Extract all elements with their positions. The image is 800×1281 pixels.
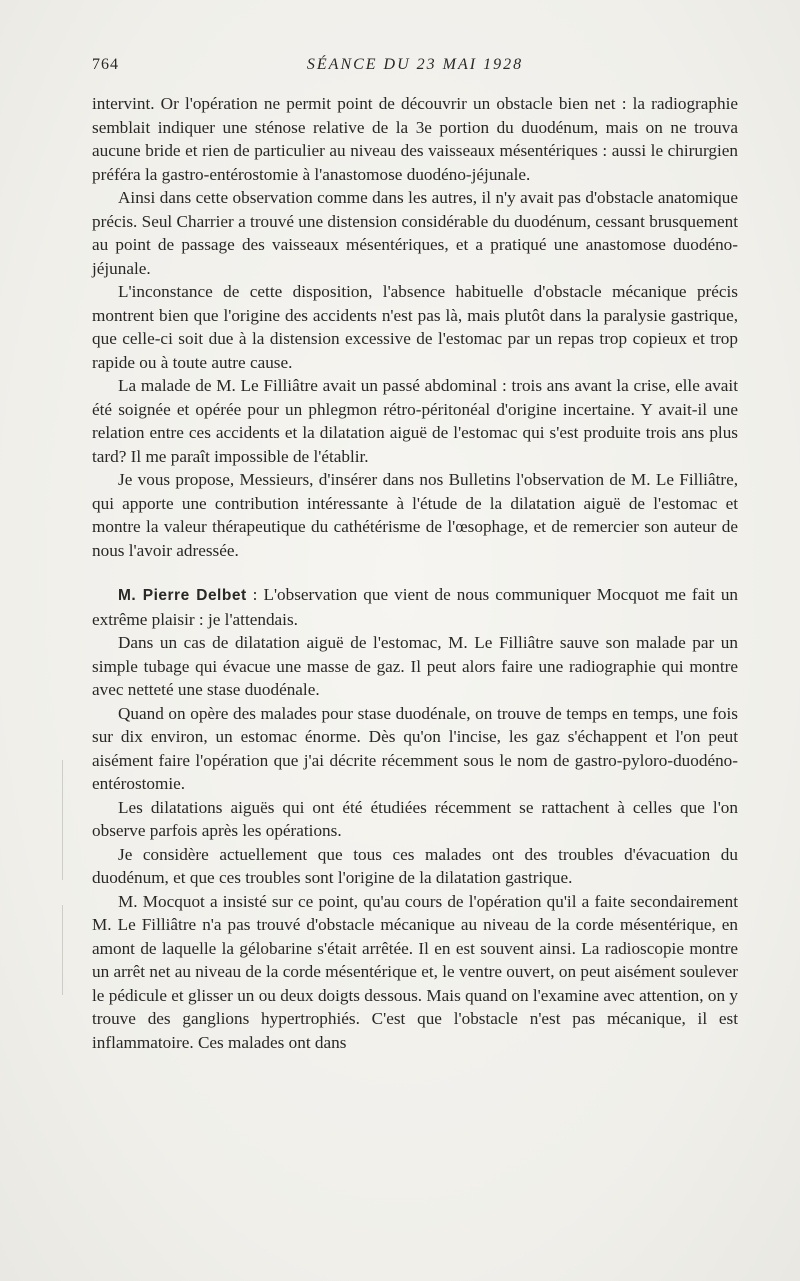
speech-paragraph: M. Mocquot a insisté sur ce point, qu'au cours de l'opération qu'il a faite secondairement M. Le Filliâtre n'a pas trouvé d'obstacle mécanique au niveau de la corde mésentérique, en amont de laquelle la gélobarine s'était arrêtée. Il en est souvent ainsi. La radioscopie montre un arrêt net au niveau de la corde mésentérique et, le ventre ouvert, on peut aisément soulever le pédicule et glisser un ou deux doigts dessous. Mais quand on l'examine avec attention, on y trouve des ganglions hypertrophiés. C'est que l'obstacle n'est pas mécanique, il est inflammatoire. Ces malades ont dans [92,891,738,1052]
paragraph-continuation: intervint. Or l'opération ne permit point de découvrir un obstacle bien net : la radiographie semblait indiquer une sténose relative de la 3e portion du duodénum, mais on ne trouva aucune bride et rien de particulier au niveau des vaisseaux mésentériques : aussi le chirurgien préféra la gastro-entérostomie à l'anastomose duodéno-jéjunale. [92,94,738,184]
margin-pencil-mark [62,760,63,880]
running-head [92,56,738,80]
speech-paragraph: Quand on opère des malades pour stase duodénale, on trouve de temps en temps, une fois sur dix environ, un estomac énorme. Dès qu'on l'incise, les gaz s'échappent et l'on peut aisément faire l'opération que j'ai décrite récemment sous le nom de gastro-pyloro-duodéno-entérostomie. [92,703,738,793]
margin-pencil-mark-lower [62,905,63,995]
paragraph: Ainsi dans cette observation comme dans les autres, il n'y avait pas d'obstacle anatomique précis. Seul Charrier a trouvé une distension considérable du duodénum, cessant brusquement au point de passage des vaisseaux mésentériques, et a pratiqué une anastomose duodéno-jéjunale. [92,188,738,278]
speech-paragraph: Dans un cas de dilatation aiguë de l'estomac, M. Le Filliâtre sauve son malade par un simple tubage qui évacue une masse de gaz. Il peut alors faire une radiographie qui montre avec netteté une stase duodénale. [92,633,738,699]
speaker-name: M. Pierre Delbet [118,587,247,604]
paragraph: La malade de M. Le Filliâtre avait un passé abdominal : trois ans avant la crise, elle avait été soignée et opérée pour un phlegmon rétro-péritonéal d'origine incertaine. Y avait-il une relation entre ces accidents et la dilatation aiguë de l'estomac qui s'est produite trois ans plus tard? Il me paraît impossible de l'établir. [92,376,738,466]
body-text [92,92,738,1054]
header-title: SÉANCE DU 23 MAI 1928 [306,56,524,73]
speech-opening-paragraph [92,583,738,631]
paragraph: Je vous propose, Messieurs, d'insérer dans nos Bulletins l'observation de M. Le Filliâtre, qui apporte une contribution intéressante à l'étude de la dilatation aiguë de l'estomac et montre la valeur thérapeutique du cathétérisme de l'œsophage, et de remercier son auteur de nous l'avoir adressée. [92,470,738,560]
page-number: 764 [92,56,119,73]
speech-paragraph: Je considère actuellement que tous ces malades ont des troubles d'évacuation du duodénum, et que ces troubles sont l'origine de la dilatation gastrique. [92,844,738,887]
speech-paragraph: Les dilatations aiguës qui ont été étudiées récemment se rattachent à celles que l'on observe parfois après les opérations. [92,797,738,840]
speech-opening-text: : L'observation que vient de nous communiquer Mocquot me fait un extrême plaisir : je l'attendais. [92,585,739,629]
paragraph: L'inconstance de cette disposition, l'absence habituelle d'obstacle mécanique précis montrent bien que l'origine des accidents n'est pas là, mais plutôt dans la paralysie gastrique, que celle-ci soit due à la distension excessive de l'estomac par un repas trop copieux et trop rapide ou à toute autre cause. [92,282,738,372]
